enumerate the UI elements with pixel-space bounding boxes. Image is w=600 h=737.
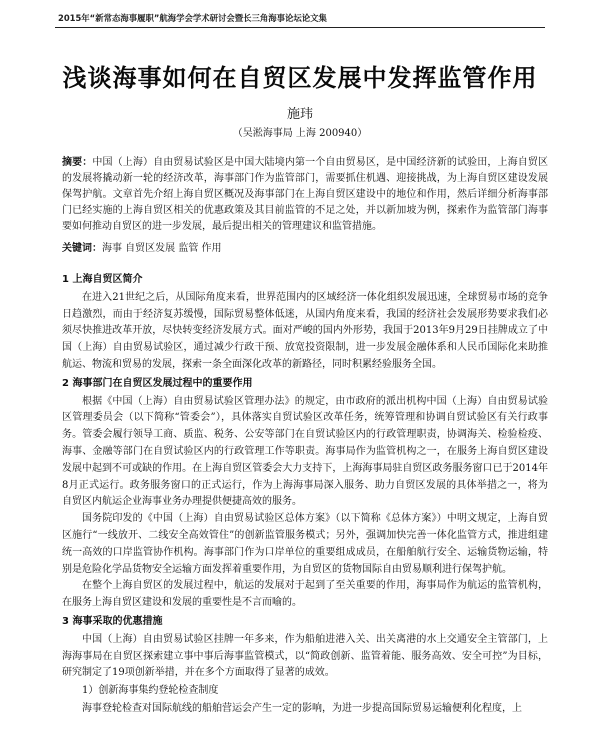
section-heading-2: 2 海事部门在自贸区发展过程中的重要作用 (62, 377, 253, 389)
abstract-label: 摘要： (62, 157, 93, 168)
section-1-paragraph: 在进入21世纪之后，从国际角度来看，世界范围内的区域经济一体化组织发展迅速，全球贸易市场的竞争日趋激烈，而由于经济复苏缓慢，国际贸易整体低迷，从国内角度来看，我国的经济社会发展形势要求我们必须尽快推进改革开放，尽快转变经济发展方式。面对严峻的国内外形势，我国于2013年9月29日挂牌成立了中国（上海）自由贸易试验区，通过减少行政干预、放宽投资限制，进一步发展金融体系和人民币国际化来助推航运、物流和贸易的发展，探索一条全面深化改革的新路径，同时积累经验服务全国。 (62, 291, 548, 370)
keywords-text: 海事 自贸区发展 监管 作用 (102, 243, 222, 254)
section-2-paragraph: 在整个上海自贸区的发展过程中，航运的发展对于起到了至关重要的作用，海事局作为航运的监管机构，在服务上海自贸区建设和发展的重要性是不言而喻的。 (62, 580, 548, 609)
keywords-label: 关键词： (62, 243, 102, 254)
section-2-paragraph: 国务院印发的《中国（上海）自由贸易试验区总体方案》（以下简称《总体方案》）中明文规定，上海自贸区施行“一线放开、二线安全高效管住”的创新监管服务模式；另外，强调加快完善一体化监管方式，推进组建统一高效的口岸监管协作机构。海事部门作为口岸单位的重要组成成员，在船舶航行安全、运输货物运输，特别是危险化学品货物安全运输方面发挥着重要作用，为自贸区的货物国际自由贸易顺利进行保驾护航。 (62, 513, 548, 575)
header-rule (55, 27, 545, 28)
keywords (62, 239, 548, 254)
section-3-paragraph: 中国（上海）自由贸易试验区挂牌一年多来，作为船舶进港入关、出关离港的水上交通安全主管部门，上海海事局在自贸区探索建立事中事后海事监管模式，以“简政创新、监管着能、服务高效、安全可控”为目标，研究制定了19项创新举措，并在多个方面取得了显著的成效。 (62, 633, 548, 679)
paper-body (62, 270, 548, 718)
paper-title: 浅谈海事如何在自贸区发展中发挥监管作用 (62, 64, 538, 92)
section-heading-1: 1 上海自贸区简介 (62, 274, 143, 285)
section-3-tail-paragraph: 海事登轮检查对国际航线的船舶营运会产生一定的影响，为进一步提高国际贸易运输便利化程度，上 (82, 702, 522, 714)
author-affiliation: （吴淞海事局 上海 200940） (232, 128, 368, 139)
abstract-text: 中国（上海）自由贸易试验区是中国大陆境内第一个自由贸易区，是中国经济新的试验田，上海自贸区的发展将撬动新一轮的经济改革，海事部门作为监管部门，需要抓住机遇、迎接挑战，为上海自贸区建设发展保驾护航。文章首先介绍上海自贸区概况及海事部门在上海自贸区建设中的地位和作用，然后详细分析海事部门已经实施的上海自贸区相关的优惠政策及其目前监管的不足之处，并以新加坡为例，探索作为监管部门海事要如何推动自贸区的进一步发展，最后提出相关的管理建议和监管措施。 (62, 157, 549, 232)
running-header: 2015年“新常态海事履职”航海学会学术研讨会暨长三角海事论坛论文集 (58, 13, 327, 23)
section-2-paragraph: 根据《中国（上海）自由贸易试验区管理办法》的规定，由市政府的派出机构中国（上海）自由贸易试验区管理委员会（以下简称“管委会”），具体落实自贸试验区改革任务，统筹管理和协调自贸试验区有关行政事务。管委会履行领导工商、质监、税务、公安等部门在自贸试验区内的行政管理职责，协调海关、检验检疫、海事、金融等部门在自贸试验区内的行政管理工作等职责。海事局作为监管机构之一，在服务上海自贸区建设发展中起到不可或缺的作用。在上海自贸区管委会大力支持下，上海海事局驻自贸区政务服务窗口已于2014年8月正式运行。政务服务窗口的正式运行，作为上海海事局深入服务、助力自贸区发展的具体举措之一，将为自贸区内航运企业海事业务办理提供便捷高效的服务。 (62, 395, 548, 508)
section-heading-3: 3 海事采取的优惠措施 (62, 615, 163, 627)
author-name: 施玮 (286, 107, 313, 122)
abstract (62, 155, 548, 235)
section-3-subheading: 1）创新海事集约登轮检查制度 (82, 685, 219, 697)
